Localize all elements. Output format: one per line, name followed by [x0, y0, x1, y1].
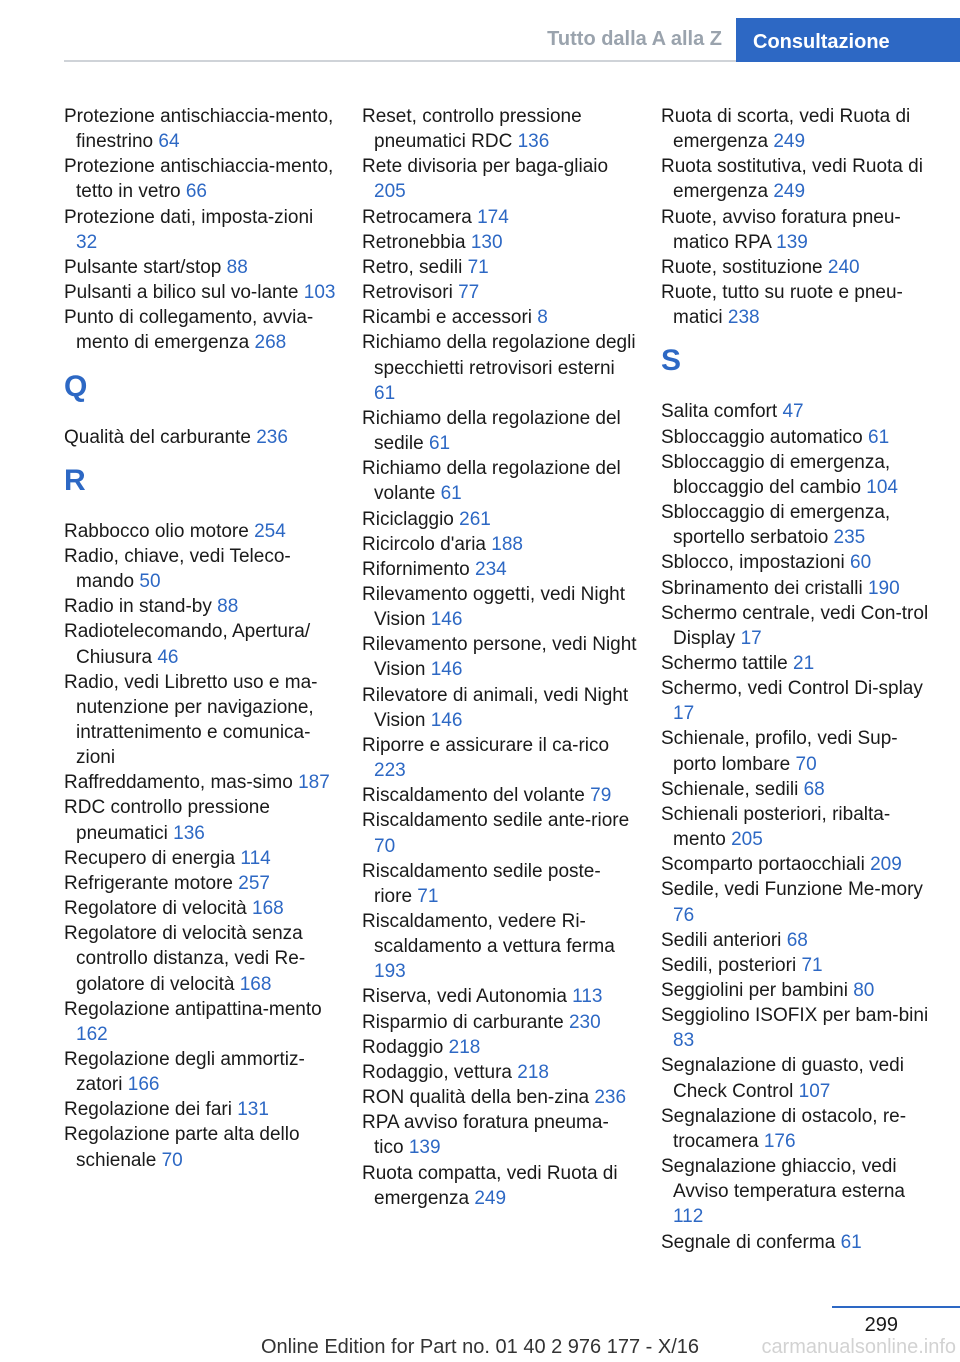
page-reference-link[interactable]: 236	[256, 426, 288, 448]
index-entry-text: Scomparto portaocchiali	[661, 854, 865, 876]
index-entry-text: Riscaldamento sedile poste-riore	[362, 860, 601, 907]
page-reference-link[interactable]: 61	[440, 483, 462, 505]
index-entry	[661, 1230, 931, 1255]
index-entry-text: Punto di collegamento, avvia-mento di emergenza	[64, 307, 314, 354]
index-entry-text: Ruote, tutto su ruote e pneu-matici	[661, 282, 903, 329]
page-reference-link[interactable]: 21	[793, 652, 815, 674]
page-reference-link[interactable]: 249	[773, 181, 806, 203]
index-entry-text: RON qualità della ben-zina	[362, 1087, 590, 1109]
page-reference-link[interactable]: 130	[470, 231, 503, 253]
index-entry	[64, 280, 339, 305]
page-reference-link[interactable]: 146	[430, 709, 463, 731]
index-entry-text: Rifornimento	[362, 558, 470, 580]
page-reference-link[interactable]: 205	[731, 829, 763, 851]
index-entry-text: Rilevamento oggetti, vedi Night Vision	[362, 583, 625, 631]
index-entry-text: Retronebbia	[362, 231, 466, 253]
edition-note: Online Edition for Part no. 01 40 2 976 177 - X/16	[260, 1336, 700, 1358]
index-entry-text: RPA avviso foratura pneuma-tico	[362, 1112, 609, 1159]
page-reference-link[interactable]: 103	[303, 282, 336, 304]
page-reference-link[interactable]: 136	[173, 822, 205, 844]
index-entry	[362, 683, 637, 733]
index-entry	[661, 978, 931, 1003]
index-entry-text: Regolazione dei fari	[64, 1099, 232, 1121]
page-reference-link[interactable]: 218	[517, 1061, 549, 1083]
page-reference-link[interactable]: 168	[252, 898, 284, 920]
index-entry-text: Richiamo della regolazione del volante	[362, 458, 621, 505]
index-entry	[661, 852, 931, 877]
index-entry	[661, 928, 931, 953]
footer-rule	[832, 1306, 960, 1308]
index-entry	[661, 802, 931, 852]
page-reference-link[interactable]: 166	[127, 1074, 160, 1096]
index-entry-text: Riciclaggio	[362, 508, 454, 530]
index-entry-text: Radio in stand-by	[64, 596, 212, 618]
index-entry	[362, 1085, 637, 1110]
page-reference-link[interactable]: 193	[374, 961, 406, 983]
index-entry	[362, 205, 637, 230]
page-reference-link[interactable]: 61	[428, 433, 451, 455]
page-reference-link[interactable]: 249	[474, 1187, 507, 1209]
page-reference-link[interactable]: 76	[673, 904, 695, 926]
index-entry	[362, 456, 637, 506]
index-entry	[661, 651, 931, 676]
index-entry	[661, 601, 931, 651]
index-entry	[64, 205, 339, 255]
index-entry-text: Risparmio di carburante	[362, 1011, 564, 1033]
page-reference-link[interactable]: 146	[430, 659, 463, 681]
index-entry	[362, 305, 637, 330]
page-reference-link[interactable]: 234	[475, 558, 507, 580]
page-reference-link[interactable]: 249	[773, 131, 806, 153]
section-letter: R	[64, 463, 86, 497]
page-reference-link[interactable]: 66	[185, 181, 207, 203]
index-entry	[362, 1161, 637, 1211]
page-reference-link[interactable]: 136	[517, 131, 550, 153]
index-entry	[64, 1097, 339, 1122]
index-column-3	[661, 104, 931, 1255]
index-entry-text: Qualità del carburante	[64, 426, 251, 448]
index-entry	[661, 500, 931, 550]
index-entry	[64, 594, 339, 619]
index-entry	[64, 154, 339, 204]
index-entry-text: Sedili, posteriori	[661, 954, 797, 976]
page-reference-link[interactable]: 71	[417, 885, 439, 907]
index-entry-text: Riserva, vedi Autonomia	[362, 986, 567, 1008]
section-letter: S	[661, 344, 682, 378]
page-reference-link[interactable]: 88	[217, 596, 239, 618]
index-entry-text: Ruote, avviso foratura pneu-matico RPA	[661, 206, 901, 253]
page-reference-link[interactable]: 79	[590, 785, 612, 807]
index-entry	[64, 871, 339, 896]
index-entry-text: Regolazione antipattina-mento	[64, 998, 322, 1020]
index-column-1	[64, 104, 339, 1173]
page-reference-link[interactable]: 235	[833, 527, 866, 549]
page-reference-link[interactable]: 83	[673, 1030, 695, 1052]
index-entry-text: Schienali posteriori, ribalta-mento	[661, 803, 891, 851]
page-reference-link[interactable]: 268	[254, 332, 287, 354]
page-reference-link[interactable]: 223	[374, 760, 406, 782]
index-entry-text: Segnale di conferma	[661, 1231, 836, 1253]
index-entry-text: Salita comfort	[661, 401, 778, 423]
page-reference-link[interactable]: 17	[673, 703, 695, 725]
index-entry-text: Riscaldamento sedile ante-riore	[362, 810, 630, 832]
page-reference-link[interactable]: 70	[374, 835, 396, 857]
index-entry-text: Rilevamento persone, vedi Night Vision	[362, 634, 637, 681]
index-entry	[64, 519, 339, 544]
index-entry	[661, 676, 931, 726]
page-reference-link[interactable]: 60	[850, 552, 872, 574]
index-entry	[64, 795, 339, 845]
index-entry-text: Sblocco, impostazioni	[661, 552, 845, 574]
index-entry-text: Riscaldamento del volante	[362, 785, 585, 807]
page-reference-link[interactable]: 236	[594, 1087, 627, 1109]
index-entry-text: Sbrinamento dei cristalli	[661, 577, 863, 599]
index-entry-text: Schienale, profilo, vedi Sup-porto lombare	[661, 728, 898, 775]
index-entry	[362, 984, 637, 1009]
page-reference-link[interactable]: 32	[76, 231, 98, 253]
index-entry-text: Regolazione degli ammortiz-zatori	[64, 1049, 305, 1096]
page-reference-link[interactable]: 61	[840, 1231, 862, 1253]
page-reference-link[interactable]: 238	[727, 307, 760, 329]
page-reference-link[interactable]: 71	[467, 256, 489, 278]
index-entry-text: Protezione antischiaccia-mento, tetto in vetro	[64, 156, 334, 203]
page-reference-link[interactable]: 46	[157, 646, 179, 668]
page-reference-link[interactable]: 146	[430, 609, 463, 631]
index-entry	[362, 808, 637, 858]
index-entry-text: Schienale, sedili	[661, 778, 799, 800]
index-entry-text: Segnalazione di ostacolo, re-trocamera	[661, 1105, 907, 1152]
page-reference-link[interactable]: 205	[374, 181, 406, 203]
page-reference-link[interactable]: 261	[459, 508, 491, 530]
index-entry-text: Rete divisoria per baga-gliaio	[362, 156, 609, 178]
index-entry	[362, 1110, 637, 1160]
index-entry	[661, 576, 931, 601]
index-entry-text: Sbloccaggio di emergenza, bloccaggio del cambio	[661, 451, 891, 498]
index-entry	[661, 550, 931, 575]
index-entry	[64, 846, 339, 871]
page-reference-link[interactable]: 187	[298, 772, 330, 794]
index-entry	[362, 557, 637, 582]
index-entry-text: Retro, sedili	[362, 256, 463, 278]
page-reference-link[interactable]: 139	[408, 1137, 441, 1159]
index-entry	[661, 726, 931, 776]
page-number: 299	[864, 1314, 898, 1336]
index-entry	[362, 1035, 637, 1060]
page-reference-link[interactable]: 254	[254, 520, 286, 542]
page-reference-link[interactable]: 218	[448, 1036, 481, 1058]
page-reference-link[interactable]: 112	[673, 1206, 704, 1228]
page-reference-link[interactable]: 240	[827, 256, 860, 278]
index-entry	[64, 619, 339, 669]
index-entry-text: Ruote, sostituzione	[661, 256, 823, 278]
index-entry-text: Regolatore di velocità	[64, 898, 247, 920]
page-reference-link[interactable]: 8	[537, 307, 548, 329]
index-entry	[362, 507, 637, 532]
index-entry	[64, 670, 339, 771]
index-entry	[362, 104, 637, 154]
page-reference-link[interactable]: 257	[238, 872, 270, 894]
page-reference-link[interactable]: 131	[237, 1099, 269, 1121]
page-reference-link[interactable]: 50	[139, 571, 161, 593]
page-reference-link[interactable]: 80	[853, 980, 875, 1001]
section-letter: Q	[64, 369, 88, 403]
index-entry	[362, 582, 637, 632]
index-entry	[362, 230, 637, 255]
index-entry	[362, 280, 637, 305]
page-reference-link[interactable]: 61	[868, 426, 890, 448]
index-entry-text: Segnalazione di guasto, vedi Check Control	[661, 1055, 904, 1102]
index-entry	[661, 255, 931, 280]
index-entry-text: Reset, controllo pressione pneumatici RDC	[362, 106, 582, 153]
index-entry-text: Sedile, vedi Funzione Me-mory	[661, 879, 923, 901]
index-entry	[661, 104, 931, 154]
index-entry-text: Sedili anteriori	[661, 929, 782, 951]
index-entry-text: Riscaldamento, vedere Ri-scaldamento a vettura ferma	[362, 911, 615, 958]
index-entry	[64, 1122, 339, 1172]
index-entry	[661, 154, 931, 204]
index-entry	[362, 330, 637, 405]
index-entry-text: Regolazione parte alta dello schienale	[64, 1124, 300, 1171]
page-reference-link[interactable]: 107	[798, 1080, 831, 1102]
section-title: Tutto dalla A alla Z	[547, 28, 722, 50]
index-entry	[362, 1060, 637, 1085]
watermark: carmanualsonline.info	[761, 1336, 956, 1358]
index-entry-text: Regolatore di velocità senza controllo distanza, vedi Re-golatore di velocità	[64, 923, 306, 995]
index-entry	[64, 305, 339, 355]
index-entry-text: Protezione dati, imposta-zioni	[64, 206, 314, 228]
index-entry-text: Rodaggio	[362, 1036, 444, 1058]
index-entry	[661, 205, 931, 255]
index-entry-text: Schermo tattile	[661, 652, 788, 674]
index-entry-text: Schermo, vedi Control Di-splay	[661, 678, 923, 700]
page-reference-link[interactable]: 190	[867, 577, 900, 599]
index-entry-text: Pulsante start/stop	[64, 256, 222, 278]
page-reference-link[interactable]: 174	[477, 206, 509, 228]
index-entry-text: Pulsanti a bilico sul vo-lante	[64, 282, 299, 304]
index-entry	[64, 544, 339, 594]
index-entry	[661, 280, 931, 330]
page-reference-link[interactable]: 68	[786, 929, 808, 951]
index-entry	[661, 1053, 931, 1103]
page-reference-link[interactable]: 139	[776, 231, 808, 253]
index-entry-text: Sbloccaggio di emergenza, sportello serbatoio	[661, 502, 891, 549]
index-entry-text: Ruota compatta, vedi Ruota di emergenza	[362, 1162, 618, 1209]
index-entry-text: Ruota sostitutiva, vedi Ruota di emergenza	[661, 156, 923, 203]
index-entry	[362, 1010, 637, 1035]
index-entry-text: Radiotelecomando, Apertura/ Chiusura	[64, 621, 311, 668]
index-entry	[64, 770, 339, 795]
index-entry-text: Rabbocco olio motore	[64, 520, 249, 542]
index-entry-text: Refrigerante motore	[64, 872, 233, 894]
page-reference-link[interactable]: 71	[801, 954, 823, 976]
index-entry	[64, 104, 339, 154]
index-entry-text: Richiamo della regolazione degli specchietti retrovisori esterni	[362, 332, 636, 379]
page-reference-link[interactable]: 17	[740, 627, 762, 649]
index-entry-text: Seggiolini per bambini	[661, 980, 848, 1001]
page-reference-link[interactable]: 162	[76, 1023, 108, 1045]
index-entry	[661, 1154, 931, 1229]
index-entry	[661, 777, 931, 802]
index-entry	[362, 859, 637, 909]
page-reference-link[interactable]: 47	[782, 401, 804, 423]
index-entry-text: Ricircolo d'aria	[362, 533, 487, 555]
index-entry	[661, 1104, 931, 1154]
index-entry	[362, 406, 637, 456]
index-entry-text: Seggiolino ISOFIX per bam-bini	[661, 1005, 929, 1027]
page-reference-link[interactable]: 114	[240, 847, 271, 869]
page-reference-link[interactable]: 77	[458, 282, 480, 304]
index-entry-text: Protezione antischiaccia-mento, finestrino	[64, 106, 334, 153]
page-reference-link[interactable]: 70	[795, 753, 817, 775]
index-entry-text: Radio, chiave, vedi Teleco-mando	[64, 545, 291, 593]
page-reference-link[interactable]: 230	[568, 1011, 601, 1033]
index-entry	[362, 532, 637, 557]
page-reference-link[interactable]: 176	[763, 1130, 796, 1152]
index-entry-text: Raffreddamento, mas-simo	[64, 772, 293, 794]
page-reference-link[interactable]: 168	[239, 973, 272, 995]
index-entry-text: Ruota di scorta, vedi Ruota di emergenza	[661, 106, 911, 153]
index-entry	[661, 425, 931, 450]
index-entry	[362, 909, 637, 984]
index-entry	[64, 425, 339, 450]
page-reference-link[interactable]: 61	[374, 382, 396, 404]
page-reference-link[interactable]: 64	[158, 131, 180, 153]
index-entry-text: Rilevatore di animali, vedi Night Vision	[362, 684, 629, 731]
index-entry-text: Ricambi e accessori	[362, 307, 532, 329]
index-entry	[362, 255, 637, 280]
page-reference-link[interactable]: 88	[226, 256, 248, 278]
index-entry	[661, 877, 931, 927]
index-entry-text: Recupero di energia	[64, 847, 236, 869]
index-entry-text: Retrocamera	[362, 206, 472, 228]
index-entry	[362, 632, 637, 682]
page-reference-link[interactable]: 68	[803, 778, 825, 800]
index-entry	[362, 154, 637, 204]
index-entry-text: Rodaggio, vettura	[362, 1061, 512, 1083]
page-reference-link[interactable]: 209	[870, 854, 902, 876]
index-entry	[362, 733, 637, 783]
index-entry	[64, 1047, 339, 1097]
index-entry	[64, 896, 339, 921]
index-column-2	[362, 104, 637, 1211]
index-entry-text: Radio, vedi Libretto uso e ma-nutenzione per navigazione, intrattenimento e comunica-zioni	[64, 671, 318, 769]
index-entry-text: Riporre e assicurare il ca-rico	[362, 734, 610, 756]
index-entry-text: Segnalazione ghiaccio, vedi Avviso temperatura esterna	[661, 1156, 905, 1203]
tab-consultazione[interactable]: Consultazione	[736, 18, 960, 62]
page-reference-link[interactable]: 188	[491, 533, 523, 555]
index-entry	[64, 921, 339, 996]
index-entry-text: Retrovisori	[362, 282, 453, 304]
index-entry	[661, 1003, 931, 1053]
page-reference-link[interactable]: 113	[572, 986, 603, 1008]
index-entry	[661, 450, 931, 500]
index-entry-text: Richiamo della regolazione del sedile	[362, 407, 621, 455]
index-entry	[64, 255, 339, 280]
page-reference-link[interactable]: 104	[866, 476, 898, 498]
index-entry	[661, 953, 931, 978]
page-reference-link[interactable]: 70	[161, 1149, 183, 1171]
index-entry	[661, 399, 931, 424]
index-entry-text: Schermo centrale, vedi Con-trol Display	[661, 602, 929, 649]
index-entry-text: RDC controllo pressione pneumatici	[64, 797, 270, 844]
index-entry	[64, 997, 339, 1047]
index-entry	[362, 783, 637, 808]
index-entry-text: Sbloccaggio automatico	[661, 426, 863, 448]
